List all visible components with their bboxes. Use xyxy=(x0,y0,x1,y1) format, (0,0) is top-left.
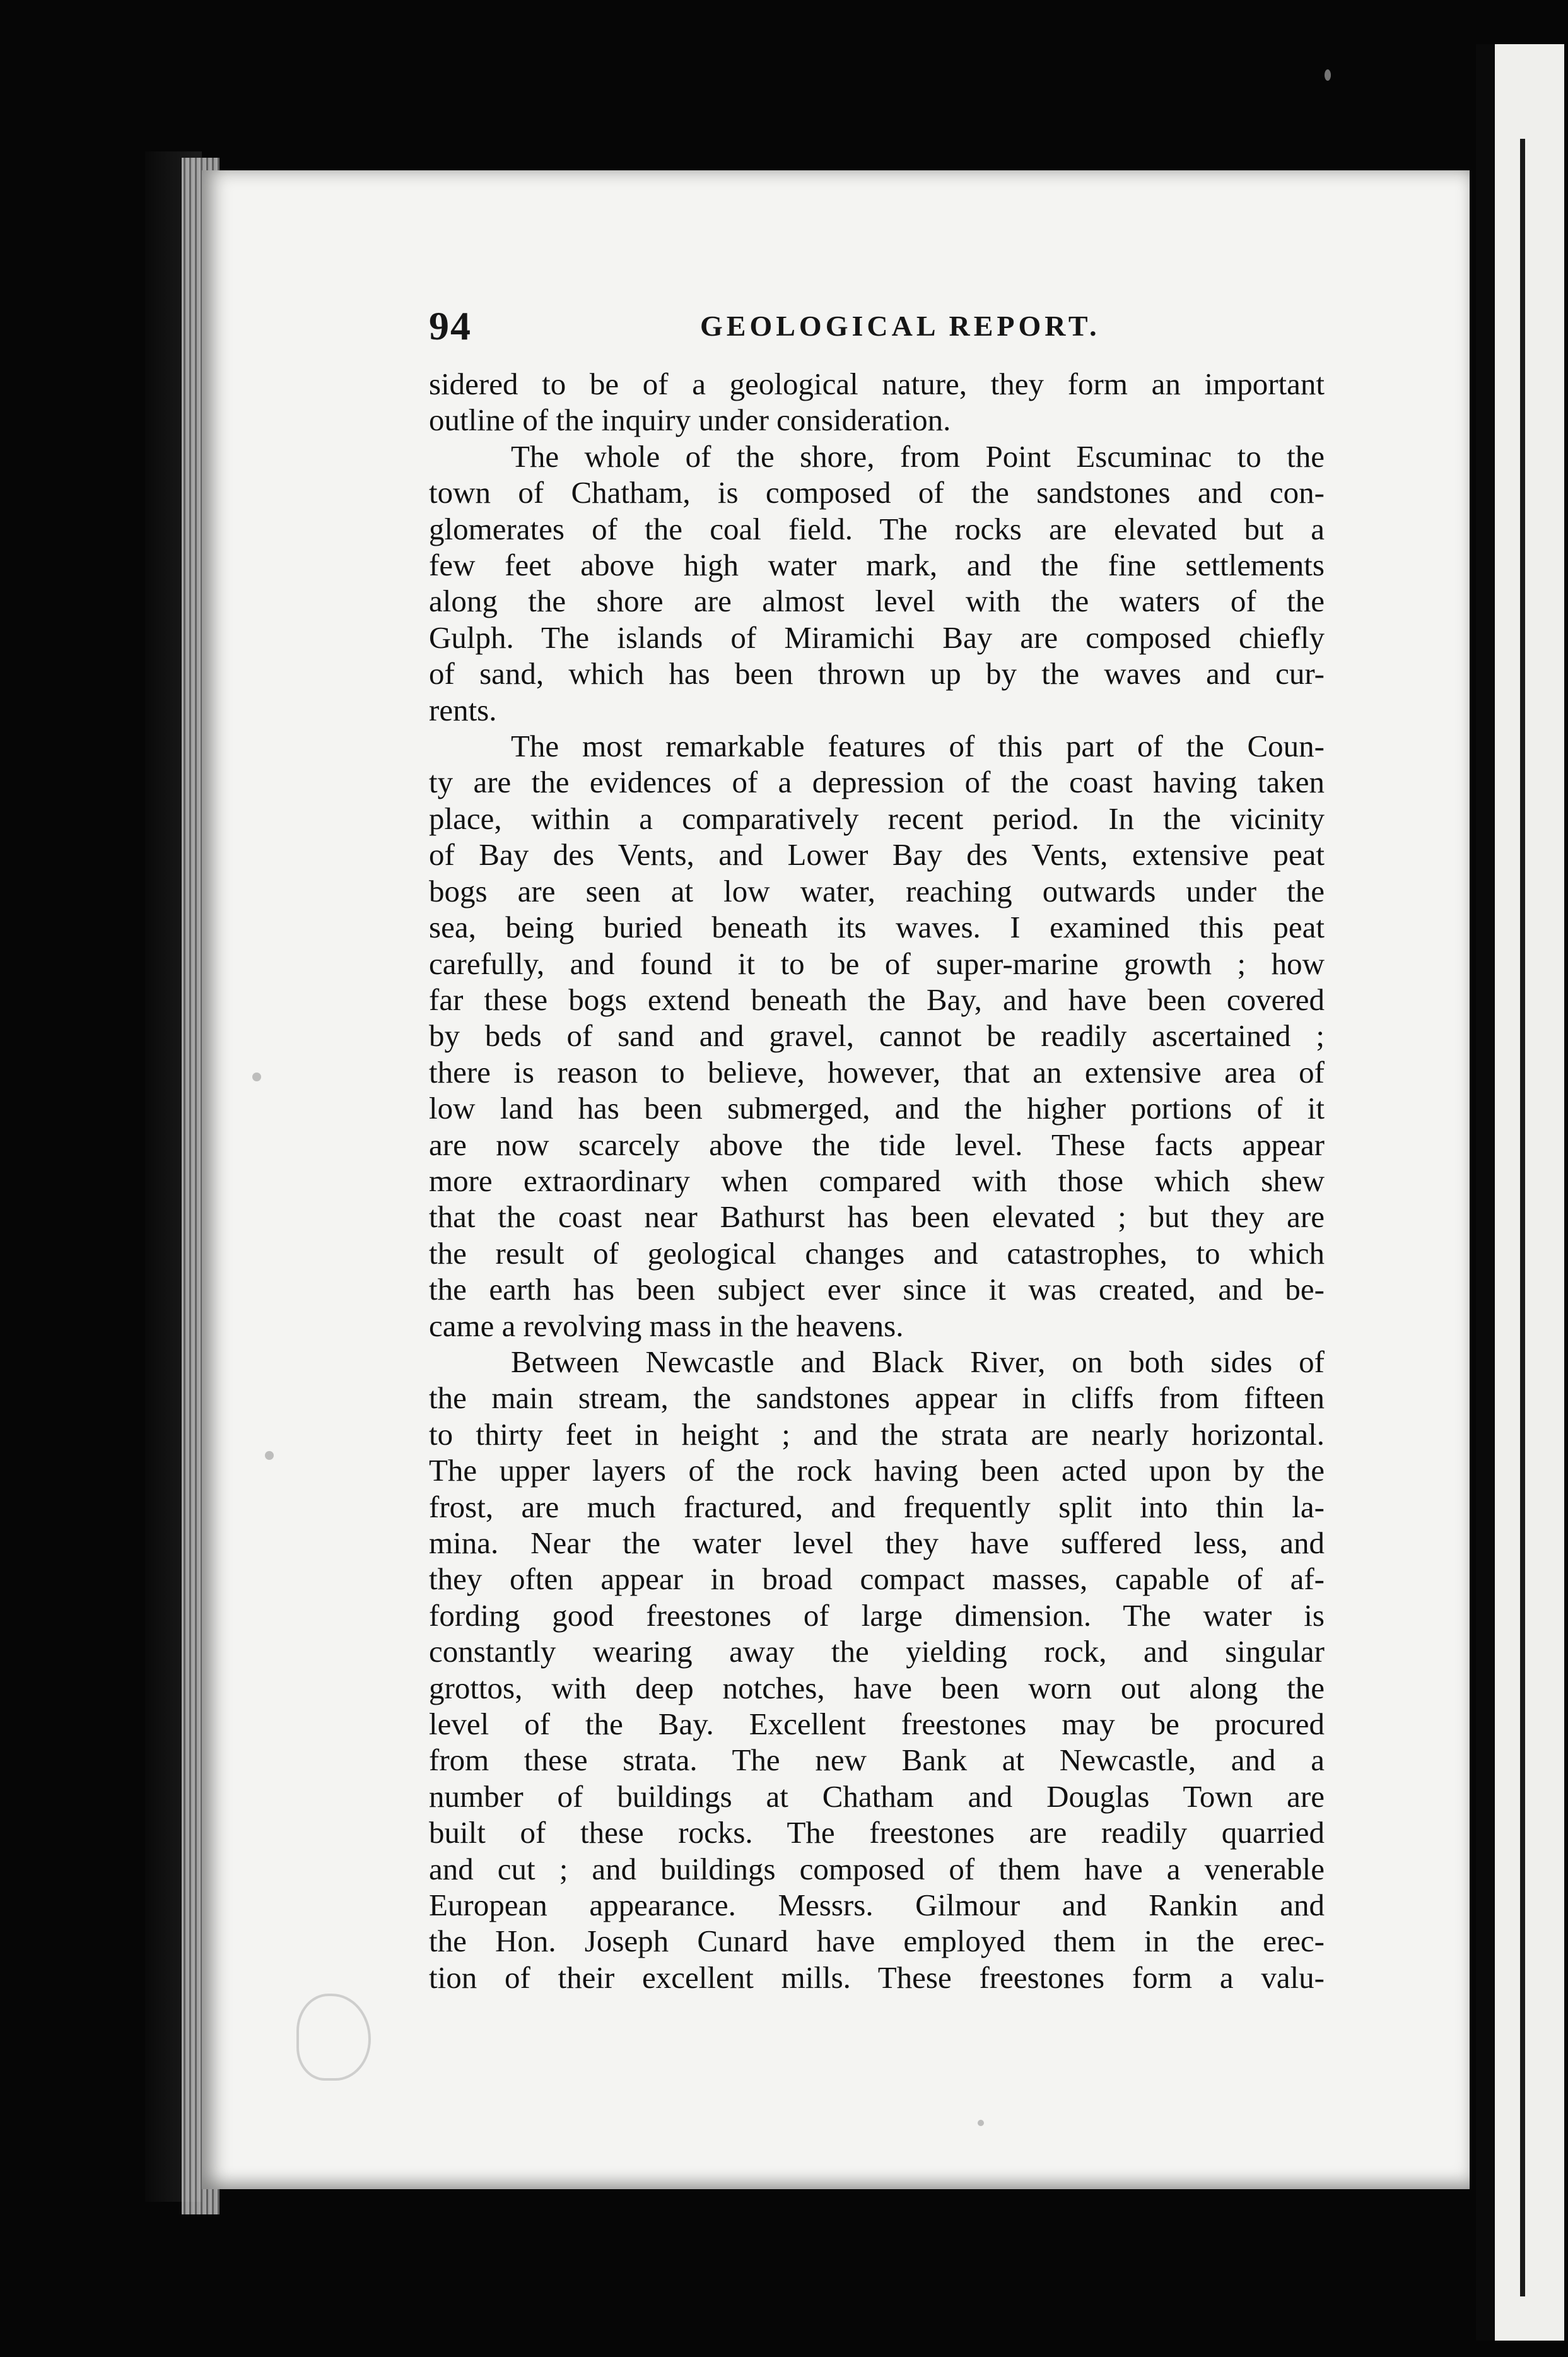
text-line: The whole of the shore, from Point Escuminac to the xyxy=(511,438,1325,474)
paper-speck xyxy=(1325,69,1331,81)
text-line: carefully, and found it to be of super-marine growth ; how xyxy=(429,946,1325,981)
text-line: mina. Near the water level they have suffered less, and xyxy=(429,1525,1325,1560)
text-line: the Hon. Joseph Cunard have employed them in the erec- xyxy=(429,1924,1325,1959)
text-line: The upper layers of the rock having been acted upon by the xyxy=(429,1453,1325,1488)
text-line: more extraordinary when compared with those which shew xyxy=(429,1163,1325,1198)
text-line: built of these rocks. The freestones are readily quarried xyxy=(429,1815,1325,1850)
text-line: frost, are much fractured, and frequently split into thin la- xyxy=(429,1489,1325,1524)
text-line: the main stream, the sandstones appear in cliffs from fifteen xyxy=(429,1380,1325,1416)
paper-speck xyxy=(265,1451,274,1460)
text-line: bogs are seen at low water, reaching outwards under the xyxy=(429,873,1325,908)
paper-speck xyxy=(252,1073,261,1081)
text-line: level of the Bay. Excellent freestones may be procured xyxy=(429,1707,1325,1742)
text-line: sidered to be of a geological nature, they form an important xyxy=(429,367,1325,401)
text-line: rents. xyxy=(429,692,497,727)
text-line: number of buildings at Chatham and Douglas Town are xyxy=(429,1778,1325,1814)
text-line: glomerates of the coal field. The rocks are elevated but a xyxy=(429,511,1325,546)
text-line: few feet above high water mark, and the fine settlements xyxy=(429,548,1325,583)
text-line: the earth has been subject ever since it was created, and be- xyxy=(429,1272,1325,1307)
facing-page-gutter-line xyxy=(1520,139,1525,2296)
text-line: The most remarkable features of this part of the Coun- xyxy=(511,729,1325,764)
text-line: are now scarcely above the tide level. These facts appear xyxy=(429,1127,1325,1162)
text-line: to thirty feet in height ; and the strata are nearly horizontal. xyxy=(429,1416,1325,1452)
text-line: low land has been submerged, and the higher portions of it xyxy=(429,1091,1325,1126)
text-line: they often appear in broad compact masses, capable of af- xyxy=(429,1561,1325,1597)
text-line: outline of the inquiry under consideration. xyxy=(429,403,951,438)
text-line: Gulph. The islands of Miramichi Bay are composed chiefly xyxy=(429,620,1325,655)
text-line: along the shore are almost level with the waters of the xyxy=(429,584,1325,619)
page-header xyxy=(429,303,1350,353)
body-text xyxy=(429,366,1325,1996)
text-line: there is reason to believe, however, that an extensive area of xyxy=(429,1054,1325,1090)
text-line: of Bay des Vents, and Lower Bay des Vents, extensive peat xyxy=(429,837,1325,873)
text-line: tion of their excellent mills. These freestones form a valu- xyxy=(429,1960,1325,1995)
text-line: Between Newcastle and Black River, on both sides of xyxy=(511,1344,1325,1379)
text-line: grottos, with deep notches, have been worn out along the xyxy=(429,1670,1325,1705)
text-line: European appearance. Messrs. Gilmour and Rankin and xyxy=(429,1888,1325,1923)
page-number: 94 xyxy=(429,303,472,348)
text-line: of sand, which has been thrown up by the waves and cur- xyxy=(429,656,1325,691)
text-line: town of Chatham, is composed of the sandstones and con- xyxy=(429,475,1325,510)
text-line: came a revolving mass in the heavens. xyxy=(429,1308,904,1343)
paper-speck xyxy=(978,2120,984,2126)
text-line: from these strata. The new Bank at Newcastle, and a xyxy=(429,1743,1325,1778)
text-line: far these bogs extend beneath the Bay, and have been covered xyxy=(429,982,1325,1017)
text-line: place, within a comparatively recent period. In the vicinity xyxy=(429,801,1325,836)
text-line: ty are the evidences of a depression of the coast having taken xyxy=(429,765,1325,800)
text-line: that the coast near Bathurst has been elevated ; but they are xyxy=(429,1199,1325,1235)
text-line: by beds of sand and gravel, cannot be readily ascertained ; xyxy=(429,1018,1325,1054)
text-line: fording good freestones of large dimension. The water is xyxy=(429,1597,1325,1633)
text-line: the result of geological changes and catastrophes, to which xyxy=(429,1235,1325,1271)
text-line: constantly wearing away the yielding rock, and singular xyxy=(429,1634,1325,1669)
running-head: GEOLOGICAL REPORT. xyxy=(700,310,1101,342)
text-line: sea, being buried beneath its waves. I examined this peat xyxy=(429,910,1325,945)
text-line: and cut ; and buildings composed of them have a venerable xyxy=(429,1851,1325,1886)
faint-stain-mark xyxy=(296,1994,371,2081)
